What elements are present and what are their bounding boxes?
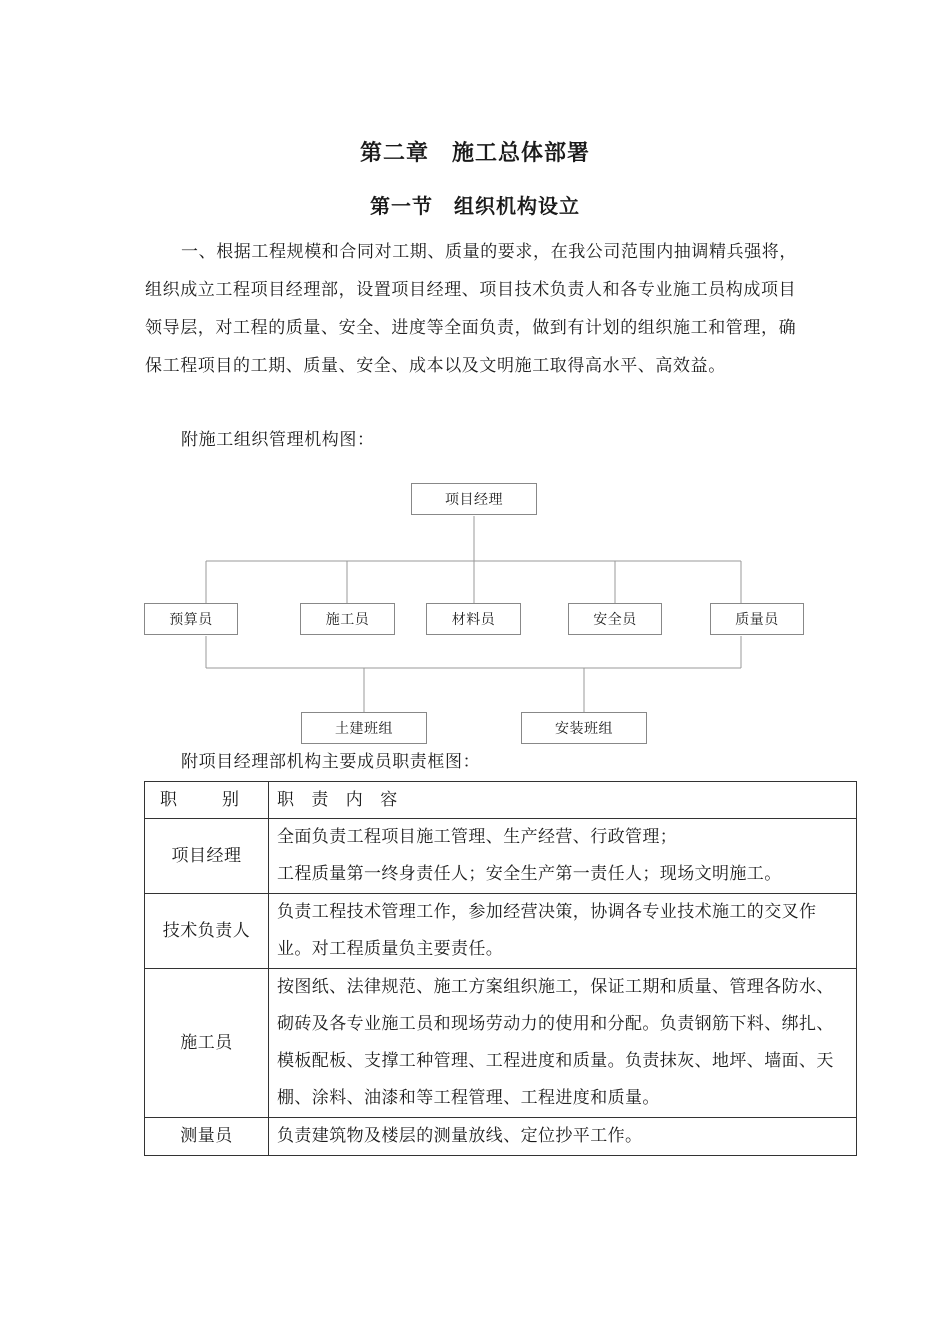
duty-line: 全面负责工程项目施工管理、生产经营、行政管理； — [277, 827, 678, 847]
org-node-installation-team: 安装班组 — [521, 712, 647, 744]
table-row — [145, 1118, 857, 1156]
table-row — [145, 969, 857, 1118]
duty-line: 工程质量第一终身责任人；安全生产第一责任人；现场文明施工。 — [277, 864, 782, 884]
row-content — [269, 1118, 857, 1156]
row-content — [269, 969, 857, 1118]
section-title: 第一节 组织机构设立 — [370, 194, 580, 218]
duty-table-caption: 附项目经理部机构主要成员职责框图： — [181, 752, 481, 772]
org-node-material-staff: 材料员 — [426, 603, 521, 635]
intro-paragraph: 一、根据工程规模和合同对工期、质量的要求，在我公司范围内抽调精兵强将，组织成立工程项目经理部，设置项目经理、项目技术负责人和各专业施工员构成项目领导层，对工程的质量、安全、进度等全面负责，做到有计划的组织施工和管理，确保工程项目的工期、质量、安全、成本以及文明施工取得高水平、高效益。 — [145, 242, 797, 376]
table-row — [145, 819, 857, 894]
duty-line: 负责工程技术管理工作，参加经营决策，协调各专业技术施工的交叉作业。对工程质量负主要责任。 — [277, 902, 817, 959]
duty-line: 负责建筑物及楼层的测量放线、定位抄平工作。 — [277, 1126, 643, 1146]
org-node-civil-team: 土建班组 — [301, 712, 427, 744]
duty-table-header — [145, 782, 857, 819]
org-node-project-manager: 项目经理 — [411, 483, 537, 515]
table-row — [145, 894, 857, 969]
org-node-quality-staff: 质量员 — [710, 603, 804, 635]
org-node-safety-staff: 安全员 — [568, 603, 662, 635]
org-node-construction-staff: 施工员 — [300, 603, 395, 635]
row-role: 技术负责人 — [145, 894, 269, 969]
row-content — [269, 894, 857, 969]
chapter-title: 第二章 施工总体部署 — [359, 140, 590, 166]
header-role: 职 别 — [145, 782, 269, 819]
row-role: 项目经理 — [145, 819, 269, 894]
row-role: 测量员 — [145, 1118, 269, 1156]
row-role: 施工员 — [145, 969, 269, 1118]
duty-line: 按图纸、法律规范、施工方案组织施工，保证工期和质量、管理各防水、砌砖及各专业施工员和现场劳动力的使用和分配。负责钢筋下料、绑扎、模板配板、支撑工种管理、工程进度和质量。负责抹灰、地坪、墙面、天棚、涂料、油漆和等工程管理、工程进度和质量。 — [277, 977, 834, 1108]
org-chart-caption: 附施工组织管理机构图： — [181, 430, 375, 450]
header-content: 职 责 内 容 — [269, 782, 857, 819]
org-node-budgeter: 预算员 — [144, 603, 238, 635]
duty-table — [144, 781, 857, 1156]
row-content — [269, 819, 857, 894]
